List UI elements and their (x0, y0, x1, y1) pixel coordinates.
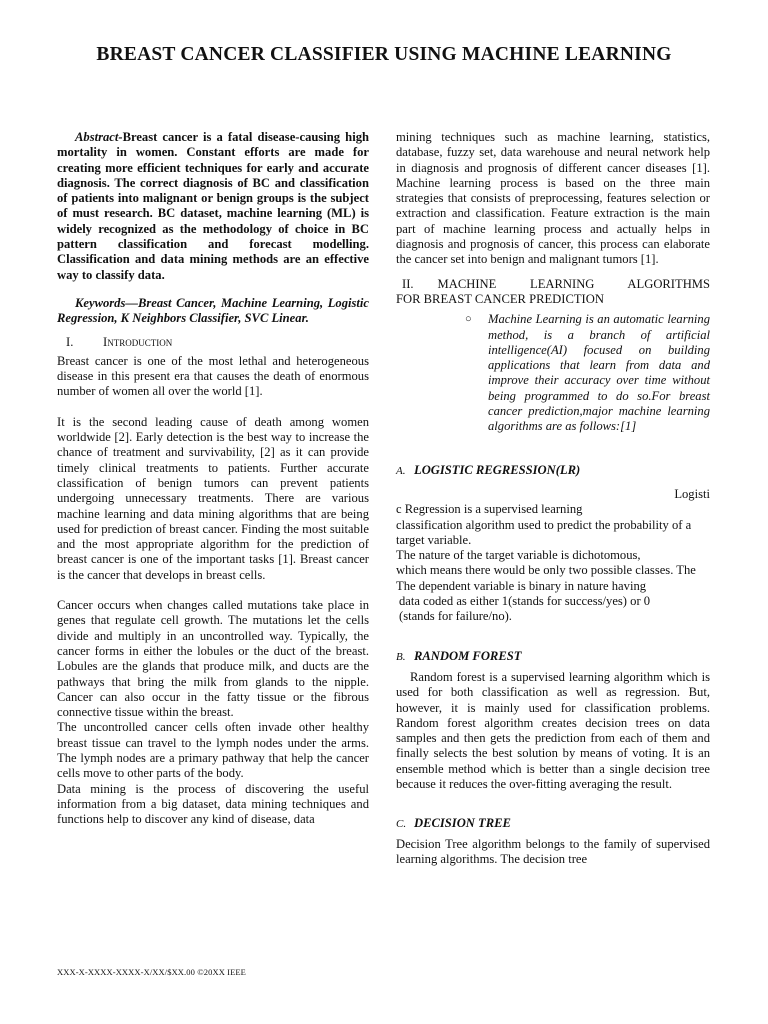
subsection-letter: C. (396, 818, 407, 831)
intro-paragraph-1: Breast cancer is one of the most lethal and heterogeneous disease in this present era that causes the death of enormous number of women all over the world [1]. (57, 353, 369, 399)
section-heading-introduction (57, 335, 369, 350)
circle-bullet-icon: ○ (465, 313, 472, 326)
paper-title: BREAST CANCER CLASSIFIER USING MACHINE LEARNING (96, 44, 672, 65)
bullet-item (396, 312, 710, 434)
lr-line-3: classification algorithm used to predict the probability of a target variable. (396, 517, 692, 547)
intro-paragraph-2: It is the second leading cause of death among women worldwide [2]. Early detection is the best way to increase the chance of treatment and survivability, [2] as it can provide timely clinical treatments to patients. Further accurate classification of benign tumors can prevent patients undergoing unnecessary treatments. There are various machine learning and data mining algorithms that are being used for prediction of breast cancer. Finding the most suitable and the most appropriate algorithm for the prediction of breast cancer is one of the important tasks [1]. Breast cancer is the cancer that develops in breast cells. (57, 414, 369, 582)
intro-paragraph-4: The uncontrolled cancer cells often invade other healthy breast tissue can travel to the lymph nodes under the arms. The lymph nodes are a primary pathway that help the cancer cells move to other parts of the body. (57, 720, 369, 781)
decision-tree-text: Decision Tree algorithm belongs to the family of supervised learning algorithms. The decision tree (396, 836, 710, 866)
intro-paragraph-5-end: mining techniques such as machine learning, statistics, database, fuzzy set, data warehouse and neural network help in diagnosis and prognosis of different cancer diseases [1]. Machine learning process is based on the three main strategies that consists of preprocessing, features selection or extraction and classification. Feature extraction is the main part of machine learning process and actually helps in diagnosis and prognosis of cancer, this process can elaborate the cancer set into benign and malignant tumors [1]. (396, 130, 710, 267)
subsection-title: LOGISTIC REGRESSION(LR) (414, 462, 581, 477)
section-number: II. (402, 276, 414, 291)
right-column (396, 130, 710, 867)
keywords: Keywords—Breast Cancer, Machine Learning, Logistic Regression, K Neighbors Classifier, SVC Linear. (57, 295, 369, 326)
footer-copyright: XXX-X-XXXX-XXXX-X/XX/$XX.00 ©20XX IEEE (57, 967, 246, 977)
section-heading-ml-algorithms (396, 277, 710, 292)
lr-line-1: Logisti (674, 486, 710, 501)
subsection-letter: A. (396, 464, 406, 477)
section-title-line-1: MACHINE LEARNING ALGORITHMS (437, 276, 710, 291)
abstract (57, 130, 369, 283)
subsection-title: RANDOM FOREST (414, 648, 522, 663)
subsection-letter: B. (396, 650, 406, 663)
lr-line-2: c Regression is a supervised learning (396, 502, 583, 517)
intro-paragraph-5-start: Data mining is the process of discovering the useful information from a big dataset, data mining techniques and functions help to discover any kind of disease, data (57, 781, 369, 827)
subsection-title: DECISION TREE (414, 816, 511, 831)
subsection-heading-random-forest (396, 649, 710, 665)
lr-line-7: (stands for failure/no). (399, 609, 512, 624)
bullet-text: Machine Learning is an automatic learning method, is a branch of artificial intelligence(AI) focused on building applications that learn from data and improve their accuracy over time without being programmed to do so.For breast cancer prediction,major machine learning algorithms are as follows:[1] (488, 312, 710, 434)
abstract-lead: Abstract- (75, 130, 123, 144)
random-forest-text: Random forest is a supervised learning algorithm which is used for both classification as well as regression. But, however, it is mainly used for classification problems. Random forest algorithm creates decision trees on data samples and then gets the prediction from each of them and finally selects the best solution by means of voting. It is an ensemble method which is better than a single decision tree because it reduces the over-fitting averaging the result. (396, 669, 710, 791)
lr-line-6: data coded as either 1(stands for success/yes) or 0 (399, 594, 651, 609)
section-number: I. (66, 334, 74, 349)
lr-line-5: which means there would be only two possible classes. The The dependent variable is binary in nature having (396, 563, 696, 593)
subsection-heading-decision-tree (396, 816, 710, 832)
intro-paragraph-3: Cancer occurs when changes called mutations take place in genes that regulate cell growth. The mutations let the cells divide and multiply in an uncontrolled way. Typically, the cancer forms in either the lobules or the duct of the breast. Lobules are the glands that produce milk, and ducts are the pathways that bring the milk from glands to the nipple. Cancer can also occur in the fatty tissue or the fibrous connective tissue within the breast. (57, 598, 369, 720)
abstract-text: Breast cancer is a fatal disease-causing high mortality in women. Constant efforts are made for creating more efficient techniques for early and accurate diagnosis. The correct diagnosis of BC and classification of patients into malignant or benign groups is the subject of must research. BC dataset, machine learning (ML) is widely recognized as the methodology of choice in BC pattern classification and forecast modelling. Classification and data mining methods are an effective way to classify data. (57, 130, 369, 282)
left-column (57, 130, 369, 827)
section-title-line-2: FOR BREAST CANCER PREDICTION (396, 291, 604, 306)
lr-line-4: The nature of the target variable is dichotomous, (396, 548, 641, 563)
section-title: Introduction (103, 334, 173, 349)
subsection-heading-logistic-regression (396, 463, 710, 479)
